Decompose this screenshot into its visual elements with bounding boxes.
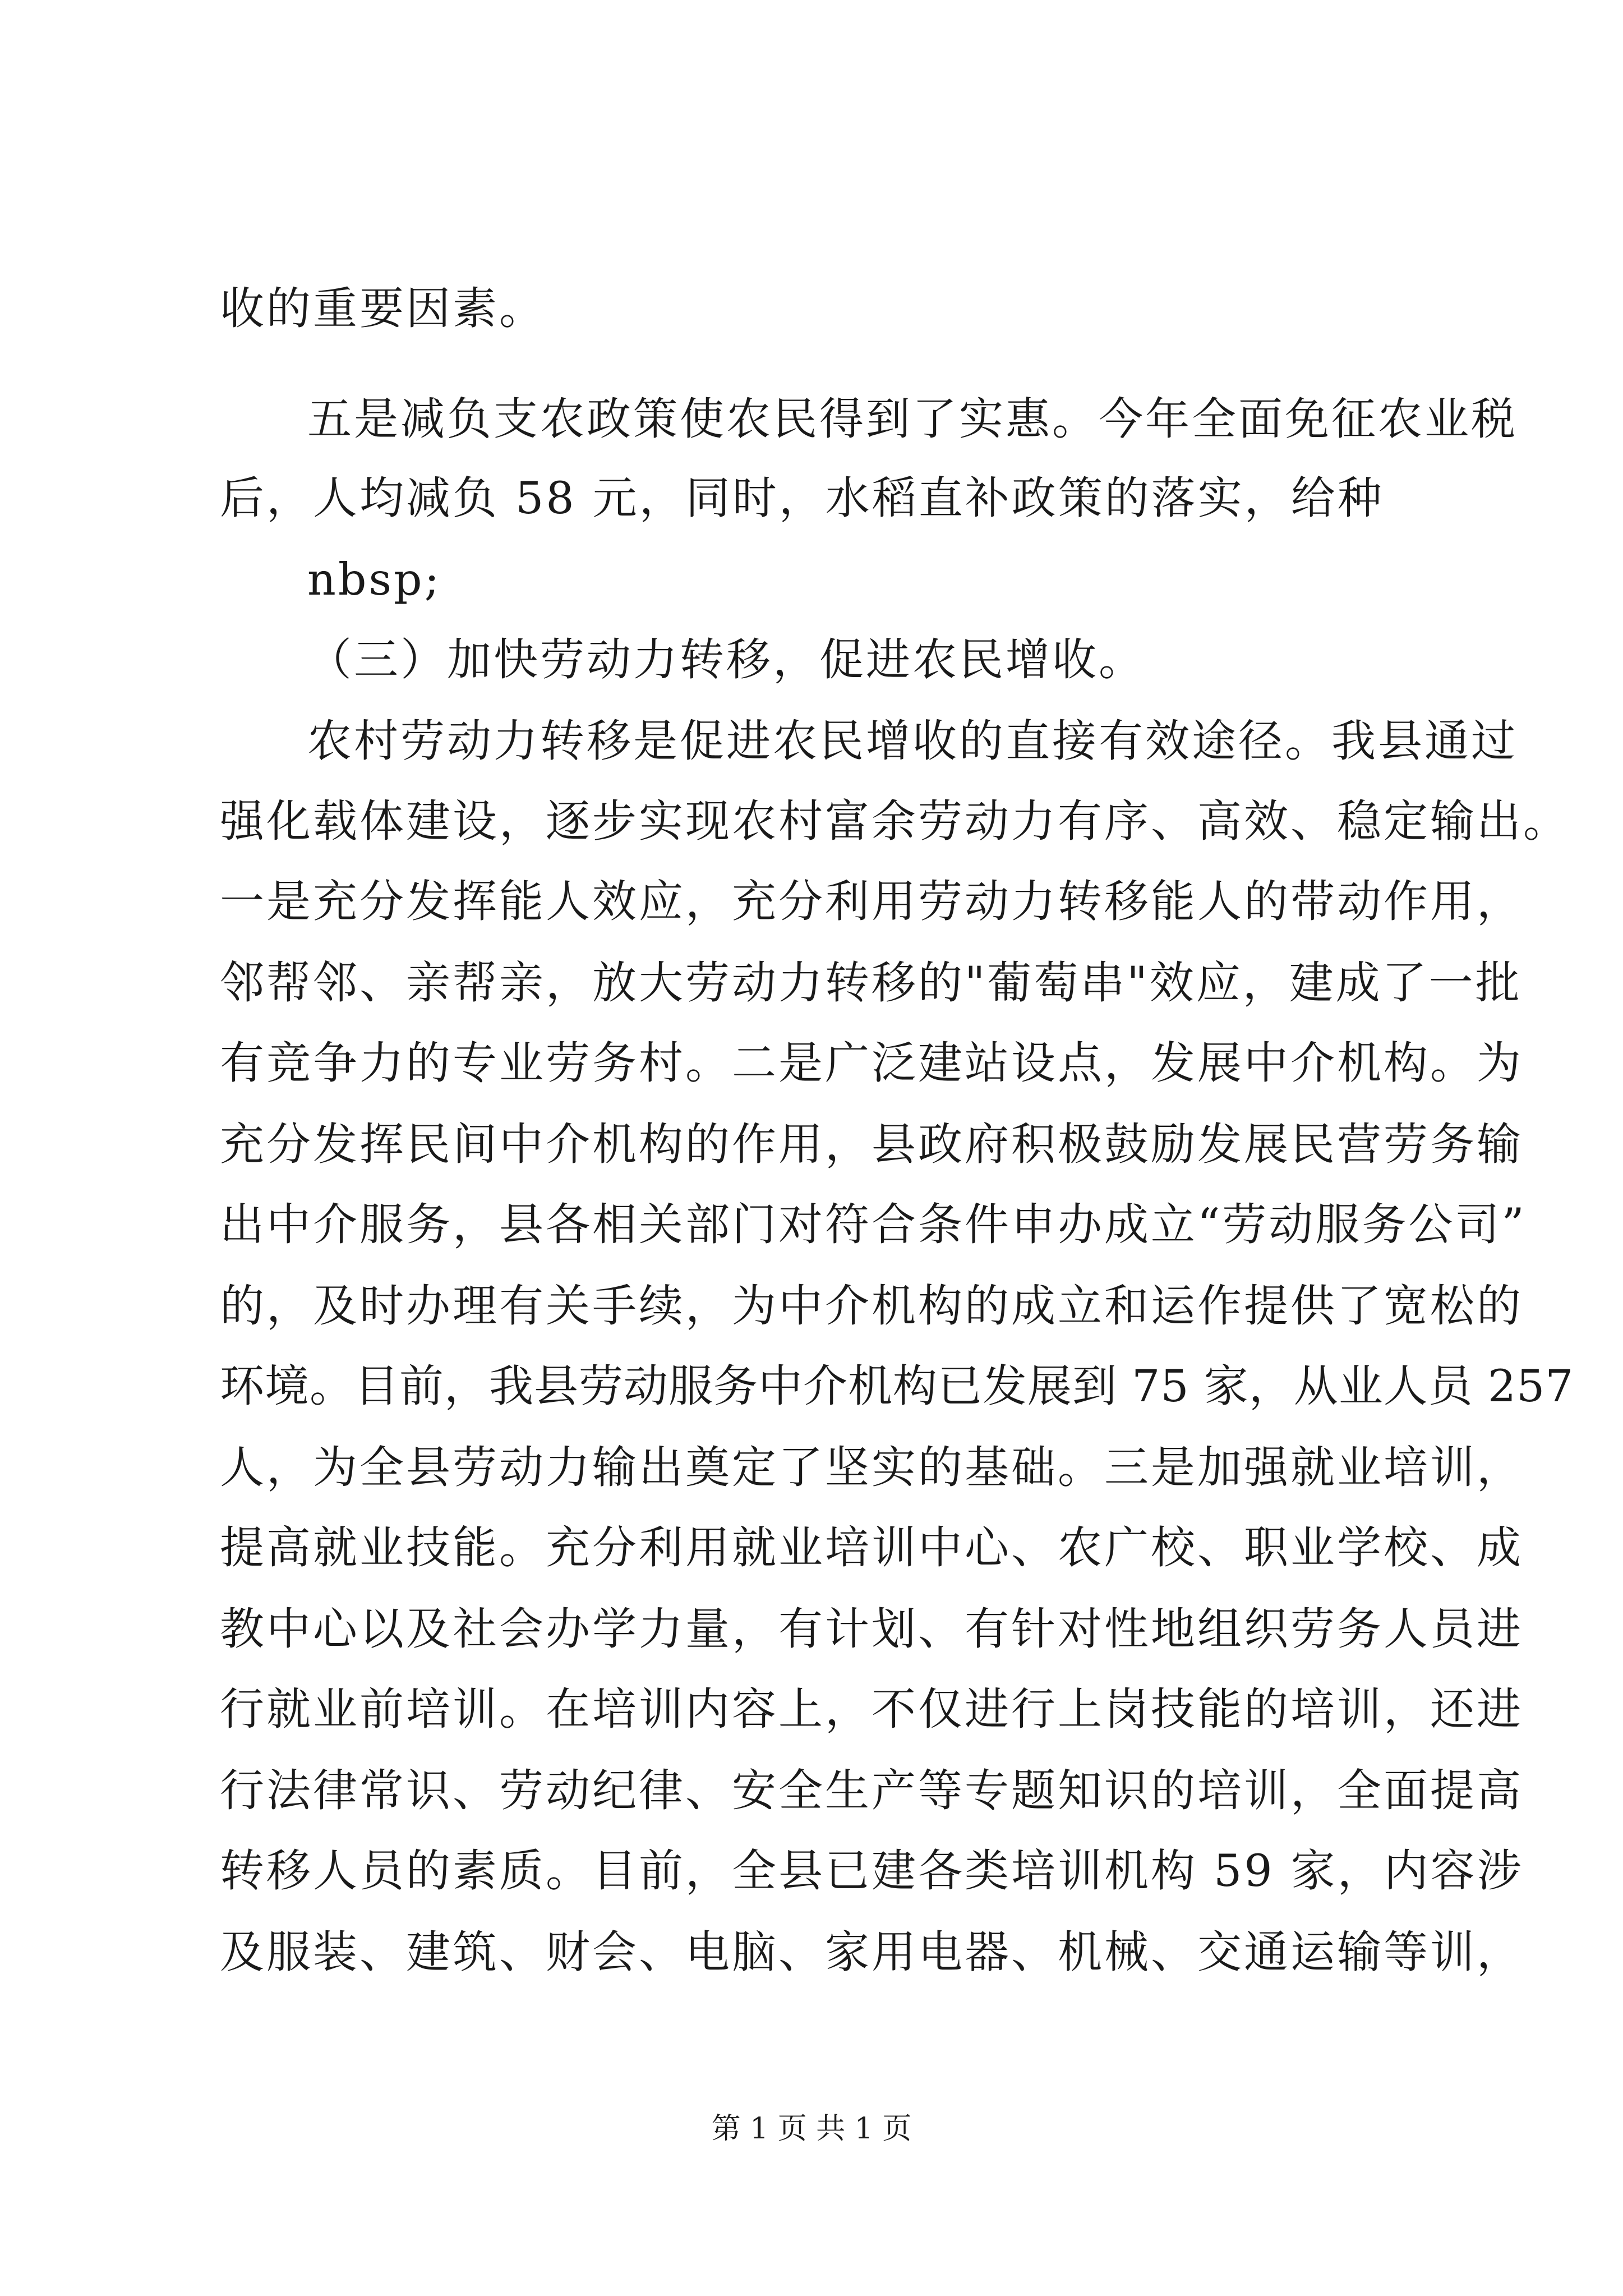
text-line: 后，人均减负 58 元，同时，水稻直补政策的落实，给种 [220, 472, 1384, 524]
text-line: 一是充分发挥能人效应，充分利用劳动力转移能人的带动作用， [220, 876, 1523, 927]
text-line: 转移人员的素质。目前，全县已建各类培训机构 59 家，内容涉 [220, 1845, 1524, 1897]
text-line: 教中心以及社会办学力量，有计划、有针对性地组织劳务人员进 [220, 1603, 1523, 1655]
text-line: 及服装、建筑、财会、电脑、家用电器、机械、交通运输等训， [220, 1926, 1523, 1978]
text-line: 有竞争力的专业劳务村。二是广泛建站设点，发展中介机构。为 [220, 1037, 1523, 1089]
text-line: 行就业前培训。在培训内容上，不仅进行上岗技能的培训，还进 [220, 1683, 1523, 1735]
text-line: 充分发挥民间中介机构的作用，县政府积极鼓励发展民营劳务输 [220, 1119, 1523, 1170]
section-heading: （三）加快劳动力转移，促进农民增收。 [307, 634, 1145, 685]
text-line: 提高就业技能。充分利用就业培训中心、农广校、职业学校、成 [220, 1522, 1523, 1573]
page-footer: 第 1 页 共 1 页 [711, 2112, 912, 2146]
text-line: 人，为全县劳动力输出奠定了坚实的基础。三是加强就业培训， [220, 1442, 1523, 1493]
text-line: nbsp; [307, 554, 442, 605]
text-line: 行法律常识、劳动纪律、安全生产等专题知识的培训，全面提高 [220, 1765, 1523, 1816]
text-line: 出中介服务，县各相关部门对符合条件申办成立“劳动服务公司” [220, 1199, 1527, 1250]
text-line: 农村劳动力转移是促进农民增收的直接有效途径。我县通过 [307, 715, 1518, 767]
text-line: 强化载体建设，逐步实现农村富余劳动力有序、高效、稳定输出。 [220, 795, 1570, 847]
text-line: 环境。目前，我县劳动服务中介机构已发展到 75 家，从业人员 257 [220, 1360, 1574, 1412]
text-line: 收的重要因素。 [220, 283, 546, 334]
text-line: 的，及时办理有关手续，为中介机构的成立和运作提供了宽松的 [220, 1280, 1523, 1332]
text-line: 五是减负支农政策使农民得到了实惠。今年全面免征农业税 [307, 393, 1518, 445]
text-line: 邻帮邻、亲帮亲，放大劳动力转移的"葡萄串"效应，建成了一批 [220, 957, 1522, 1009]
